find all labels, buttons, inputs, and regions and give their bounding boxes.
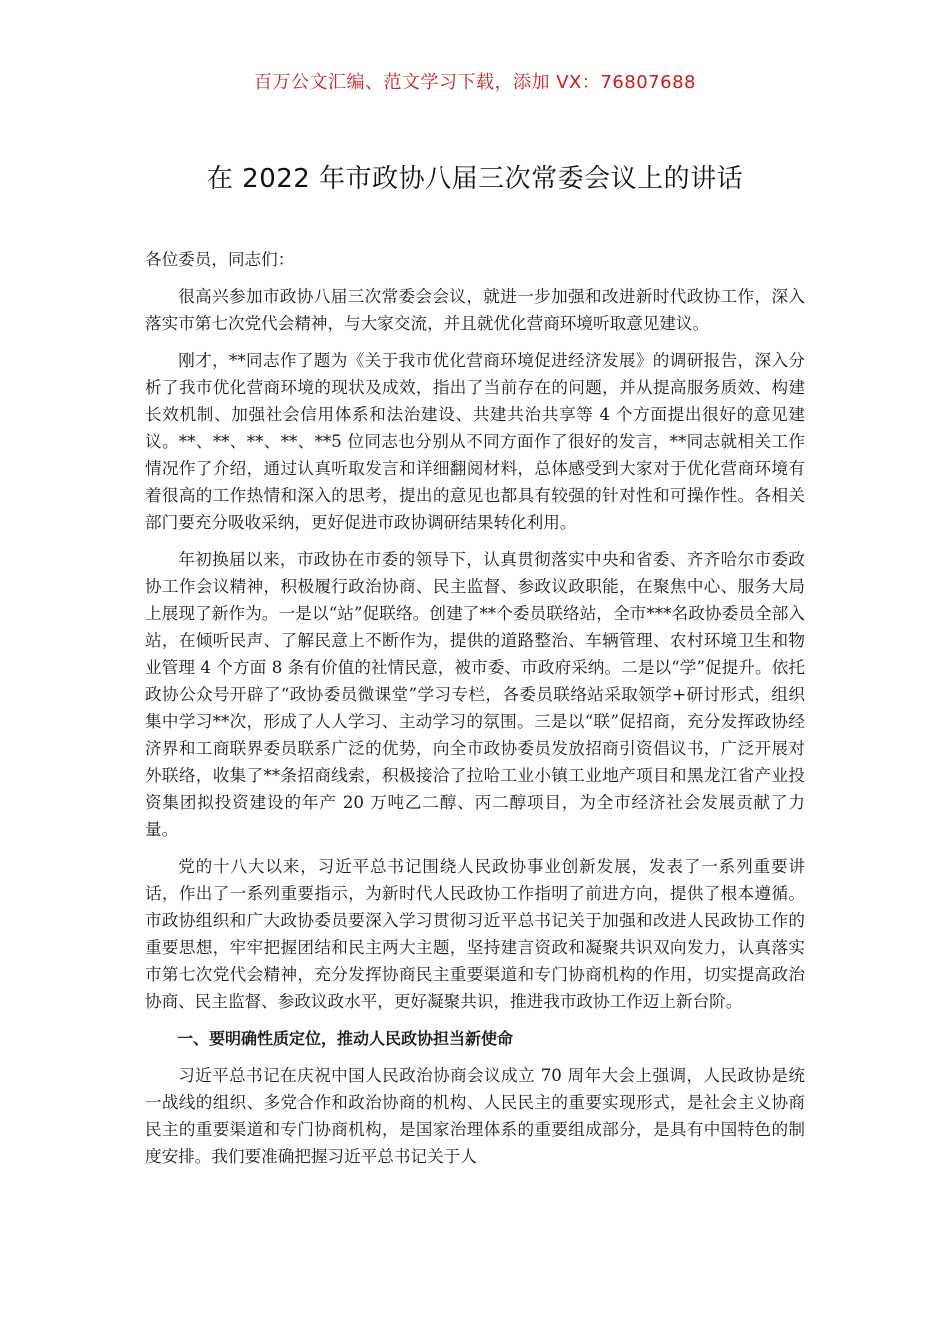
- paragraph-work-review: 年初换届以来，市政协在市委的领导下，认真贯彻落实中央和省委、齐齐哈尔市委政协工作会议精神，积极履行政治协商、民主监督、参政议政职能，在聚焦中心、服务大局上展现了新作为。一是以“站”促联络。创建了**个委员联络站，全市***名政协委员全部入站，在倾听民声、了解民意上不断作为，提供的道路整治、车辆管理、农村环境卫生和物业管理 4 个方面 8 条有价值的社情民意，被市委、市政府采纳。二是以“学”促提升。依托政协公众号开辟了“政协委员微课堂”学习专栏，各委员联络站采取领学+研讨形式，组织集中学习**次，形成了人人学习、主动学习的氛围。三是以“联”促招商，充分发挥政协经济界和工商联界委员联系广泛的优势，向全市政协委员发放招商引资倡议书，广泛开展对外联络，收集了**条招商线索，积极接洽了拉哈工业小镇工业地产项目和黑龙江省产业投资集团拟投资建设的年产 20 万吨乙二醇、丙二醇项目，为全市经济社会发展贡献了力量。: [145, 550, 805, 839]
- section-heading-1: 一、要明确性质定位，推动人民政协担当新使命: [177, 1029, 514, 1048]
- document-title: 在 2022 年市政协八届三次常委会议上的讲话: [206, 164, 744, 194]
- paragraph-guidance: 党的十八大以来，习近平总书记围绕人民政协事业创新发展，发表了一系列重要讲话，作出了一系列重要指示，为新时代人民政协工作指明了前进方向，提供了根本遵循。市政协组织和广大政协委员要深入学习贯彻习近平总书记关于加强和改进人民政协工作的重要思想，牢牢把握团结和民主两大主题，坚持建言资政和凝聚共识双向发力，认真落实市第七次党代会精神，充分发挥协商民主重要渠道和专门协商机构的作用，切实提高政治协商、民主监督、参政议政水平，更好凝聚共识，推进我市政协工作迈上新台阶。: [145, 857, 805, 1011]
- watermark-header: 百万公文汇编、范文学习下载，添加 VX：76807688: [254, 72, 696, 93]
- paragraph-section-1: 习近平总书记在庆祝中国人民政治协商会议成立 70 周年大会上强调，人民政协是统一战线的组织、多党合作和政治协商的机构、人民民主的重要实现形式，是社会主义协商民主的重要渠道和专门协商机构，是国家治理体系的重要组成部分，是具有中国特色的制度安排。我们要准确把握习近平总书记关于人: [145, 1066, 805, 1166]
- document-body: [145, 246, 805, 1180]
- paragraph-intro: 很高兴参加市政协八届三次常委会会议，就进一步加强和改进新时代政协工作，深入落实市第七次党代会精神，与大家交流，并且就优化营商环境听取意见建议。: [145, 287, 805, 333]
- salutation: 各位委员，同志们：: [145, 250, 295, 269]
- paragraph-report-summary: 刚才，**同志作了题为《关于我市优化营商环境促进经济发展》的调研报告，深入分析了我市优化营商环境的现状及成效，指出了当前存在的问题，并从提高服务质效、构建长效机制、加强社会信用体系和法治建设、共建共治共享等 4 个方面提出很好的意见建议。**、**、**、**、**5 位同志也分别从不同方面作了很好的发言，**同志就相关工作情况作了介绍，通过认真听取发言和详细翻阅材料，总体感受到大家对于优化营商环境有着很高的工作热情和深入的思考，提出的意见也都具有较强的针对性和可操作性。各相关部门要充分吸收采纳，更好促进市政协调研结果转化利用。: [145, 351, 805, 532]
